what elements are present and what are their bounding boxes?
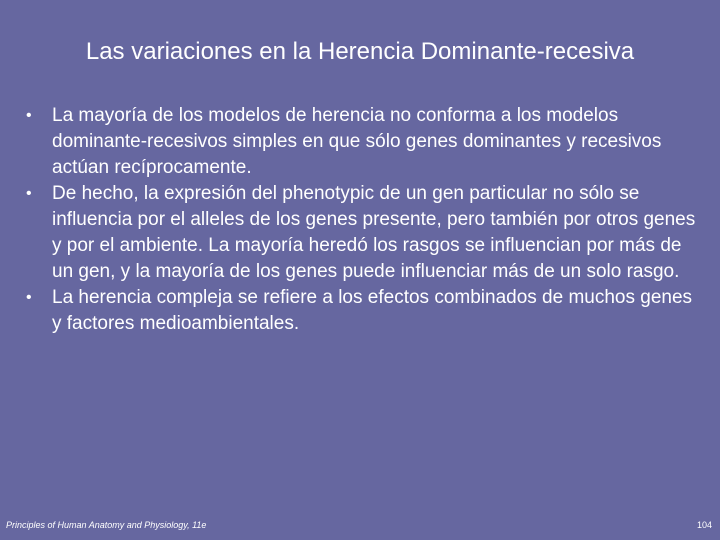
slide-title: Las variaciones en la Herencia Dominante-recesiva <box>85 38 635 65</box>
bullet-text: La herencia compleja se refiere a los efectos combinados de muchos genes y factores medioambientales. <box>52 287 693 334</box>
bullet-icon: • <box>26 107 32 124</box>
bullet-text: De hecho, la expresión del phenotypic de un gen particular no sólo se influencia por el alleles de los genes presente, pero también por otros genes y por el ambiente. La mayoría heredó los rasgos se influencian por más de un gen, y la mayoría de los genes puede influenciar más de un solo rasgo. <box>52 183 696 282</box>
bullet-text: La mayoría de los modelos de herencia no conforma a los modelos dominante-recesivos simples en que sólo genes dominantes y recesivos actúan recíprocamente. <box>52 105 662 178</box>
footer-source: Principles of Human Anatomy and Physiology, 11e <box>6 520 207 530</box>
bullet-item <box>26 103 706 181</box>
bullet-item <box>26 285 706 337</box>
bullet-list <box>26 103 706 337</box>
bullet-icon: • <box>26 185 32 202</box>
bullet-item <box>26 181 706 285</box>
bullet-icon: • <box>26 289 32 306</box>
page-number: 104 <box>696 520 712 530</box>
